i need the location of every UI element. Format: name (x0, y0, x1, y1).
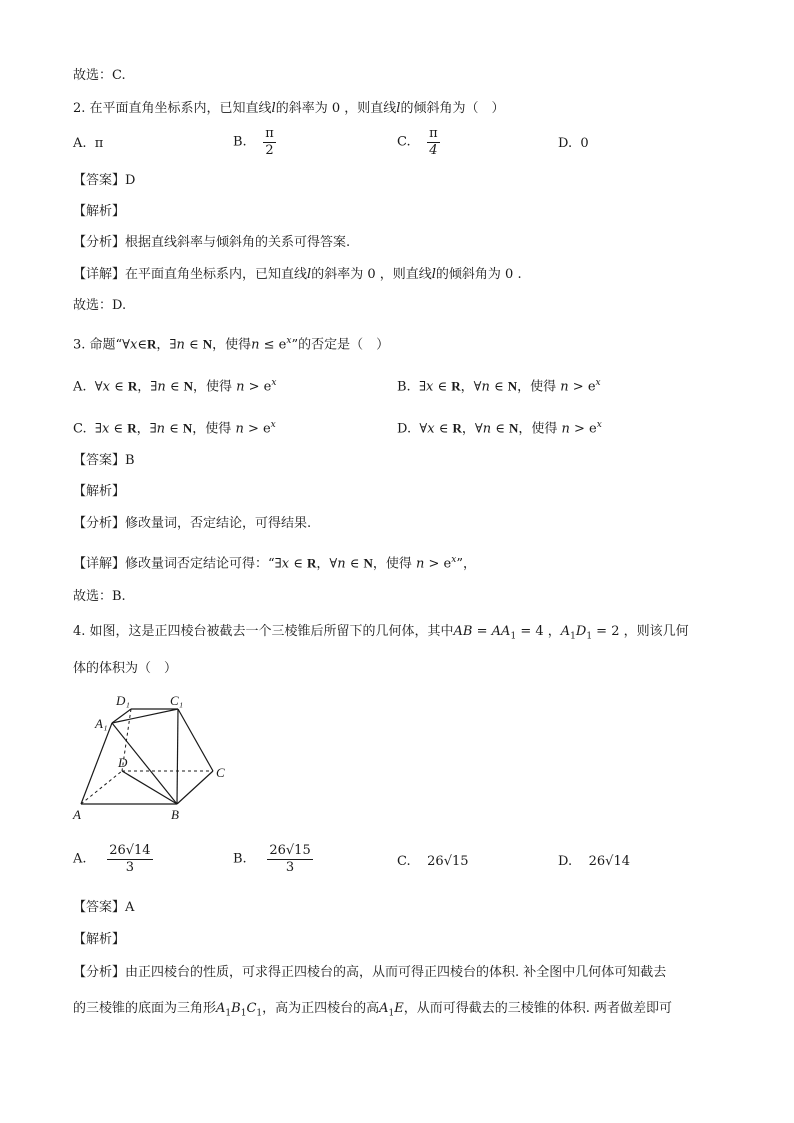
q3-option-a[interactable]: A. ∀x ∈ R，∃n ∈ N，使得 $n > e^x$ (73, 378, 277, 395)
q3-detail-b: ”， (456, 556, 476, 572)
q3-stem-d: ，使得 (212, 337, 252, 353)
q4-stem-b: ，则该几何 (623, 624, 689, 639)
option-value: 26√15 (427, 854, 469, 869)
label-C: C (216, 765, 225, 780)
q4-analysis-line1: 【分析】由正四棱台的性质，可求得正四棱台的高，从而可得正四棱台的体积. 补全图中几何体可知截去 (73, 965, 667, 980)
option-label: B. (397, 379, 411, 395)
q2-detail-b: 的斜率为 0 ，则直线 (311, 267, 432, 282)
q4-stem-a: 4. 如图，这是正四棱台被截去一个三棱锥后所留下的几何体，其中 (73, 624, 454, 639)
edge-C1B (177, 709, 178, 804)
q3-option-c[interactable]: C. ∃x ∈ R，∃n ∈ N，使得 $n > e^x$ (73, 420, 276, 437)
option-label: A. (73, 379, 87, 395)
fraction (107, 843, 152, 876)
q2-analysis-heading: 【解析】 (73, 204, 126, 219)
q3-var-n2: n (251, 337, 260, 353)
q3-stem-b: ∈ (137, 337, 147, 353)
q2-var-l2: l (396, 101, 401, 116)
q4-fx-c: ，高为正四棱台的高 (262, 1001, 380, 1016)
q4-stem-line2: 体的体积为（ ） (73, 661, 178, 676)
q2-option-d[interactable] (558, 135, 589, 153)
option-label: B. (233, 134, 247, 150)
label-D1: D₁ (116, 693, 130, 708)
q3-var-n: n (176, 337, 185, 353)
fraction-den: 2 (265, 143, 274, 158)
fraction-den: 3 (125, 860, 135, 875)
q3-stem: 3. 命题“∀x∈R，∃n ∈ N，使得$n \le e^x$”的否定是（ ） (73, 336, 390, 353)
q3-stem-c: ，∃ (156, 337, 177, 353)
q2-analysis-text: 【分析】根据直线斜率与倾斜角的关系可得答案. (73, 235, 351, 250)
edge-C1C (178, 709, 213, 771)
option-label: D. (558, 136, 573, 151)
fraction-num: π (429, 126, 438, 141)
set-R: R (147, 336, 157, 352)
q2-detail-a: 【详解】在平面直角坐标系内，已知直线 (73, 267, 308, 282)
q4-option-b[interactable] (233, 843, 313, 876)
option-label: C. (397, 134, 411, 150)
q2-var-l: l (271, 101, 276, 116)
fraction-den: 4 (429, 143, 438, 158)
fraction-den: 3 (285, 860, 295, 875)
option-label: D. (558, 854, 573, 869)
q4-fx-d: ，从而可得截去的三棱锥的体积. 两者做差即可 (403, 1001, 673, 1016)
option-label: D. (397, 421, 412, 437)
option-value: 26√14 (588, 854, 630, 869)
q3-analysis-heading: 【解析】 (73, 484, 126, 499)
q2-choice: 故选：D. (73, 298, 127, 313)
q2-stem-a: 2. 在平面直角坐标系内，已知直线 (73, 101, 272, 116)
q2-stem-b: 的斜率为 0 ，则直线 (275, 101, 397, 116)
q3-choice: 故选：B. (73, 589, 126, 604)
q4-analysis-line2: 的三棱锥的底面为三角形$A_1B_1C_1$，高为正四棱台的高$A_1E$，从而可得截去的三棱锥的体积. 两者做差即可 (73, 1001, 673, 1019)
q2-detail-var2: l (431, 267, 436, 282)
q2-answer: 【答案】D (73, 173, 136, 188)
q4-stem-line1: 4. 如图，这是正四棱台被截去一个三棱锥后所留下的几何体，其中AB = $AA_1 = 4$ ，$A_1D_1 = 2$ ，则该几何 (73, 624, 689, 642)
label-A1: A₁ (95, 716, 108, 731)
q3-stem-e: ”的否定是（ ） (291, 337, 390, 353)
q3-option-d[interactable]: D. ∀x ∈ R，∀n ∈ N，使得 $n > e^x$ (397, 420, 602, 437)
q2-option-b[interactable] (233, 126, 276, 159)
q3-detail: 【详解】修改量词否定结论可得：“∃x ∈ R，∀n ∈ N，使得 $n > e^x$”， (73, 555, 476, 572)
option-label: A. (73, 851, 87, 867)
fraction-num: 26√14 (109, 843, 151, 858)
label-B: B (171, 807, 179, 822)
label-D: D (118, 755, 128, 770)
option-label: B. (233, 851, 247, 867)
edge-DB (122, 771, 177, 804)
q4-option-d[interactable] (558, 853, 630, 871)
option-label: C. (73, 421, 87, 437)
q2-detail-var: l (307, 267, 312, 282)
q3-analysis-text: 【分析】修改量词，否定结论，可得结果. (73, 516, 312, 531)
q3-stem-a: 3. 命题“∀ (73, 337, 131, 353)
q2-option-c[interactable] (397, 126, 440, 159)
answer-choice-line: 故选：C. (73, 68, 126, 83)
fraction-num: π (265, 126, 274, 141)
label-A: A (73, 807, 81, 822)
q4-option-c[interactable] (397, 853, 469, 871)
q4-option-a[interactable] (73, 843, 153, 876)
set-N: N (202, 336, 213, 352)
q2-detail (73, 266, 522, 284)
label-C1: C₁ (170, 693, 184, 708)
option-label: C. (397, 854, 411, 869)
q4-fx-b: 的三棱锥的底面为三角形 (73, 1001, 217, 1016)
fraction (267, 843, 312, 876)
q3-var-x: x (130, 337, 138, 353)
q2-stem-c: 的倾斜角为（ ） (400, 101, 505, 116)
q3-answer: 【答案】B (73, 453, 135, 468)
q2-detail-c: 的倾斜角为 0 . (435, 267, 522, 282)
fraction (263, 126, 276, 159)
q4-answer: 【答案】A (73, 900, 135, 915)
q2-option-a[interactable] (73, 135, 103, 153)
option-label: A. (73, 136, 87, 151)
frustum-figure (70, 690, 240, 825)
edge-CB (177, 771, 213, 804)
fraction (427, 126, 440, 159)
fraction-num: 26√15 (269, 843, 311, 858)
option-value: π (94, 136, 104, 151)
q2-stem (73, 100, 504, 118)
q4-analysis-heading: 【解析】 (73, 932, 126, 947)
option-value: 0 (580, 136, 589, 151)
q3-detail-a: 【详解】修改量词否定结论可得：“ (73, 556, 275, 572)
q3-option-b[interactable]: B. ∃x ∈ R，∀n ∈ N，使得 $n > e^x$ (397, 378, 601, 395)
